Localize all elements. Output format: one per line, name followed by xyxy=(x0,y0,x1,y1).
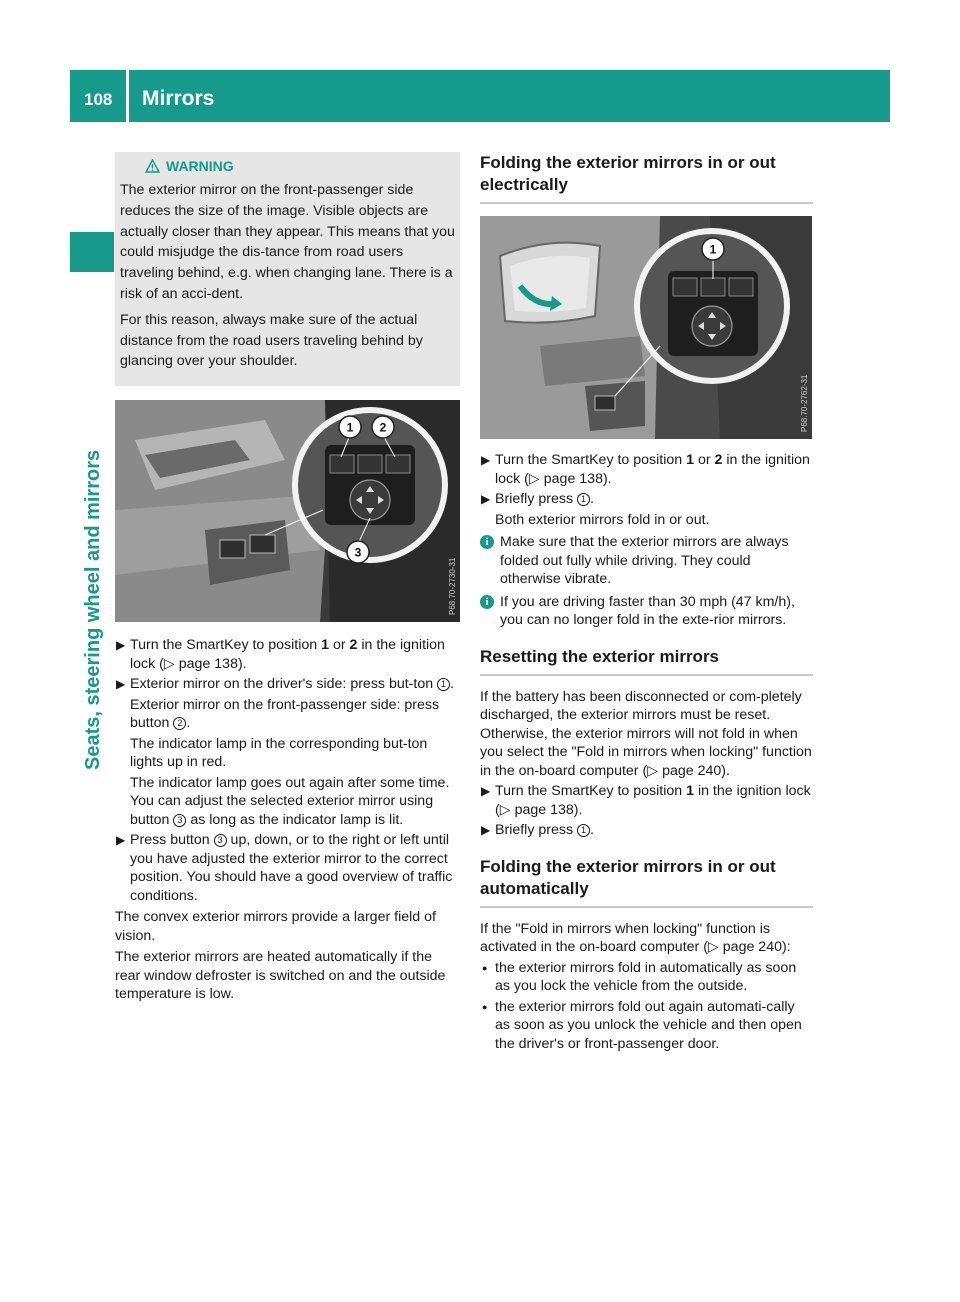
figure-code: P68.70-2730-31 xyxy=(448,557,457,616)
side-tab-marker xyxy=(70,232,114,272)
left-column xyxy=(115,152,460,1004)
step-item: ▶ Briefly press 1 . xyxy=(481,822,594,838)
side-tab xyxy=(82,330,108,770)
callout-1: 1 xyxy=(709,242,717,257)
mirror-fold-figure xyxy=(480,216,812,439)
button-number-badge: 1 xyxy=(577,824,590,837)
page-header xyxy=(70,70,890,122)
info-note: i Make sure that the exterior mirrors are always folded out fully while driving. They could otherwise vibrate. xyxy=(480,533,813,589)
warning-triangle-icon xyxy=(145,159,160,173)
page-number: 108 xyxy=(84,90,113,109)
header-divider xyxy=(126,70,129,122)
step-arrow-icon: ▶ xyxy=(481,453,491,467)
info-note: i If you are driving faster than 30 mph (47 km/h), you can no longer fold in the exte-rior mirrors. xyxy=(480,593,813,630)
step-arrow-icon: ▶ xyxy=(481,784,491,798)
warning-title: WARNING xyxy=(166,158,234,174)
button-number-badge: 3 xyxy=(214,834,227,847)
page-ref-icon: ▷ xyxy=(163,655,175,672)
callout-3: 3 xyxy=(354,545,362,560)
button-number-badge: 1 xyxy=(577,493,590,506)
button-number-badge: 3 xyxy=(173,814,186,827)
right-column xyxy=(480,152,813,1053)
page-ref-icon: ▷ xyxy=(528,470,540,487)
page-title: Mirrors xyxy=(142,87,215,110)
step-item: ▶ Turn the SmartKey to position 1 in the ignition lock (▷ page 138). xyxy=(481,783,811,818)
callout-1: 1 xyxy=(346,420,354,435)
warning-text: The exterior mirror on the front-passenger side reduces the size of the image. Visible objects are actually closer than they appear. This means that you could misjudge the dis-tance from road users traveling behind, e.g. when changing lane. There is a risk of an acci-dent. xyxy=(120,182,455,302)
body-paragraph: The convex exterior mirrors provide a larger field of vision. xyxy=(115,909,436,944)
bullet-icon: ● xyxy=(482,962,488,973)
section-heading: Resetting the exterior mirrors xyxy=(480,646,813,676)
body-paragraph: If the "Fold in mirrors when locking" function is activated in the on-board computer (▷ page 240): xyxy=(480,920,791,955)
step-item: ▶ Press button 3 up, down, or to the right or left until you have adjusted the exterior mirror to the correct position. You should have a good overview of traffic conditions. xyxy=(116,832,453,904)
info-icon: i xyxy=(480,535,494,549)
step-arrow-icon: ▶ xyxy=(481,492,491,506)
step-arrow-icon: ▶ xyxy=(481,823,491,837)
body-paragraph: The exterior mirrors are heated automatically if the rear window defroster is switched on and the outside temperature is low. xyxy=(115,949,446,1003)
side-tab-label: Seats, steering wheel and mirrors xyxy=(82,449,104,770)
step-arrow-icon: ▶ xyxy=(116,833,126,848)
step-item: ▶ Exterior mirror on the driver's side: press but-ton 1 . Exterior mirror on the front-passenger side: press button 2 . The indicator lamp in the corresponding but-ton lights up in red. The indicator lamp goes out again after some time. You can adjust the selected exterior mirror using button 3 as long as the indicator lamp is lit. xyxy=(116,676,455,828)
step-item: ▶ Turn the SmartKey to position 1 or 2 in the ignition lock (▷ page 138). xyxy=(481,452,810,487)
step-arrow-icon: ▶ xyxy=(116,677,126,692)
bullet-item: ● the exterior mirrors fold out again automati-cally as soon as you unlock the vehicle and then open the driver's or front-passenger door. xyxy=(482,998,802,1052)
section-heading: Folding the exterior mirrors in or out electrically xyxy=(480,152,813,204)
page-ref-icon: ▷ xyxy=(647,762,659,779)
step-item: ▶ Briefly press 1 . Both exterior mirrors fold in or out. xyxy=(481,491,710,528)
step-item: ▶ Turn the SmartKey to position 1 or 2 in the ignition lock (▷ page 138). xyxy=(116,637,445,672)
callout-2: 2 xyxy=(379,420,387,435)
page-ref-icon: ▷ xyxy=(499,801,511,818)
warning-text: For this reason, always make sure of the actual distance from the road users traveling behind by glancing over your shoulder. xyxy=(120,311,423,370)
section-heading: Folding the exterior mirrors in or out automatically xyxy=(480,856,813,908)
info-icon: i xyxy=(480,595,494,609)
mirror-switch-figure xyxy=(115,400,460,622)
warning-box xyxy=(115,152,460,386)
warning-heading xyxy=(145,158,455,174)
bullet-icon: ● xyxy=(482,1001,488,1012)
bullet-item: ● the exterior mirrors fold in automatically as soon as you lock the vehicle from the outside. xyxy=(482,959,797,994)
mirror-fold-illustration xyxy=(480,216,812,439)
step-arrow-icon: ▶ xyxy=(116,638,126,653)
figure-code: P68.70-2762-31 xyxy=(800,374,809,432)
page-ref-icon: ▷ xyxy=(707,939,719,955)
body-paragraph: If the battery has been disconnected or com-pletely discharged, the exterior mirrors must be reset. Otherwise, the exterior mirrors will not fold in when you select the "Fold in mirrors when locking" function in the on-board computer (▷ page 240). xyxy=(480,688,812,779)
button-number-badge: 2 xyxy=(173,717,186,730)
door-panel-illustration xyxy=(115,400,460,622)
button-number-badge: 1 xyxy=(437,678,450,691)
